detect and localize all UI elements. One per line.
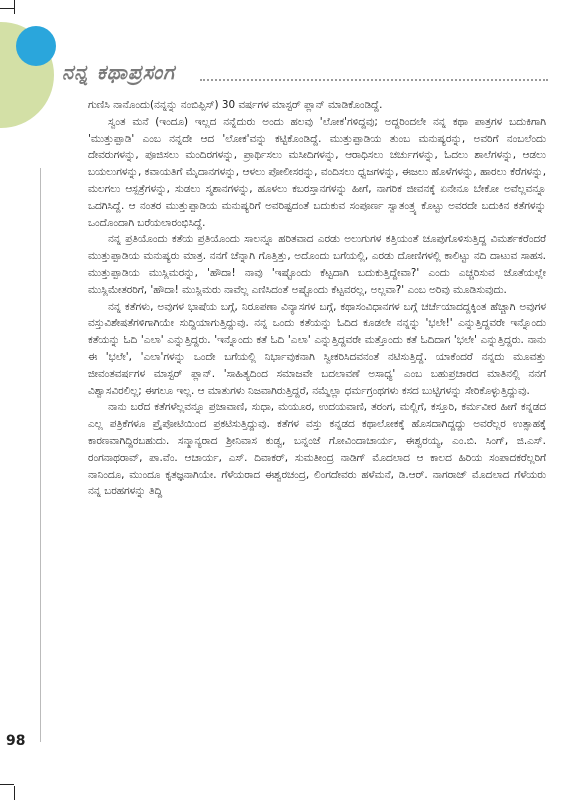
margin-rule [40, 168, 41, 742]
paragraph: ಗುಣಿಸಿ ನಾನೊಂದು(ನನ್ನನ್ನು ನಂಬಿಪ್ಪಿಸ್) 30 ವರ್ಷಗಳ ಮಾಸ್ಟರ್ ಪ್ಲಾನ್ ಮಾಡಿಕೊಂಡಿದ್ದೆ. [88, 99, 383, 111]
paragraph: ನನ್ನ ಪ್ರತಿಯೊಂದು ಕತೆಯ ಪ್ರತಿಯೊಂದು ಸಾಲನ್ನೂ ಹರಿತವಾದ ಎರಡು ಅಲುಗುಗಳ ಕತ್ತಿಯಂತೆ ಚೂಪುಗೊಳಿಸುತ್ತಿದ್ದ ವಿಮರ್ಶಕರೆಂದರೆ ಮುತ್ತುಪ್ಪಾಡಿಯ ಮನುಷ್ಯರು ಮಾತ್ರ. ನನಗೆ ಚೆನ್ನಾಗಿ ಗೊತ್ತಿತ್ತು, ಅದೊಂದು ಬಗೆಯಲ್ಲಿ, ಎರಡು ದೋಣಿಗಳಲ್ಲಿ ಕಾಲಿಟ್ಟು ನದಿ ದಾಟುವ ಸಾಹಸ. ಮುತ್ತುಪ್ಪಾಡಿಯ ಮುಸ್ಲಿಮರನ್ನು, 'ಹೌದಾ! ನಾವು 'ಇಷ್ಟೊಂದು ಕೆಟ್ಟದಾಗಿ ಬದುಕುತ್ತಿದ್ದೇವಾ?' ಎಂದು ಎಚ್ಚರಿಸುವ ಜೊತೆಯಲ್ಲೇ ಮುಸ್ಲಿಮೇತರರಿಗೆ, 'ಹೌದಾ! ಮುಸ್ಲಿಮರು ನಾವೆಲ್ಲ ಎಣಿಸಿದಂತೆ ಅಷ್ಟೊಂದು ಕೆಟ್ಟವರಲ್ಲ, ಅಲ್ಲವಾ?' ಎಂಬ ಅರಿವು ಮೂಡಿಸುವುದು. [88, 233, 546, 296]
paragraph: ಸ್ವಂತ ಮನೆ (ಇಂದೂ) ಇಲ್ಲದ ನನ್ನೆದುರು ಅಂದು ಹಲವು 'ಲೋಕ'ಗಳಿದ್ದವು; ಅದ್ದರಿಂದಲೇ ನನ್ನ ಕಥಾ ಪಾತ್ರಗಳ ಬದುಕಿಗಾಗಿ 'ಮುತ್ತುಪ್ಪಾಡಿ' ಎಂಬ ನನ್ನದೇ ಆದ 'ಲೋಕ'ವನ್ನು ಕಟ್ಟಿಕೊಂಡಿದ್ದೆ. ಮುತ್ತುಪ್ಪಾಡಿಯ ತುಂಬ ಮನುಷ್ಯರನ್ನು, ಅವರಿಗೆ ನಂಬಲೆಂದು ದೇವರುಗಳನ್ನು, ಪೂಜಿಸಲು ಮಂದಿರಗಳನ್ನು, ಪ್ರಾರ್ಥಿಸಲು ಮಸೀದಿಗಳನ್ನು, ಆರಾಧಿಸಲು ಚರ್ಚುಗಳನ್ನು, ಓದಲು ಶಾಲೆಗಳನ್ನು, ಆಡಲು ಬಯಲುಗಳನ್ನು, ಕವಾಯತಿಗೆ ಮೈದಾನಗಳನ್ನು, ಆಳಲು ಪೋಲೀಸರನ್ನು, ವಂದಿಸಲು ಧ್ವಜಗಳನ್ನು, ಈಜಲು ಹೊಳೆಗಳನ್ನು, ಹಾರಲು ಕೆರೆಗಳನ್ನು, ಮಲಗಲು ಆಸ್ಪತ್ರೆಗಳನ್ನು, ಸುಡಲು ಸ್ಮಶಾನಗಳನ್ನು, ಹೂಳಲು ಕಬರಸ್ತಾನಗಳನ್ನು ಹೀಗೆ, ನಾಗರಿಕ ಜೀವನಕ್ಕೆ ಏನೇನೂ ಬೇಕೋ ಅವೆಲ್ಲವನ್ನೂ ಒದಗಿಸಿದ್ದೆ. ಆ ನಂತರ ಮುತ್ತುಪ್ಪಾಡಿಯ ಮನುಷ್ಯರಿಗೆ ಅವರಿಷ್ಟದಂತೆ ಬದುಕುವ ಸಂಪೂರ್ಣ ಸ್ವಾತಂತ್ರ್ಯ ಕೊಟ್ಟು ಅವರದೇ ಬದುಕಿನ ಕತೆಗಳನ್ನು ಒಂದೊಂದಾಗಿ ಬರೆಯಲಾರಂಭಿಸಿದ್ದೆ. [88, 115, 546, 229]
crop-mark [14, 786, 15, 800]
page-number: 98 [6, 733, 26, 749]
decorative-blue-circle [16, 26, 56, 66]
crop-mark [0, 784, 14, 785]
header-dotted-rule [200, 79, 548, 81]
running-header-title: ನನ್ನ ಕಥಾಪ್ರಸಂಗ [62, 60, 175, 84]
crop-mark [14, 0, 15, 14]
crop-mark [0, 8, 14, 9]
body-text [88, 97, 546, 500]
paragraph: ನಾನು ಬರೆದ ಕತೆಗಳೆಲ್ಲವನ್ನೂ ಪ್ರಜಾವಾಣಿ, ಸುಧಾ, ಮಯೂರ, ಉದಯವಾಣಿ, ತರಂಗ, ಮಲ್ಲಿಗೆ, ಕಸ್ತೂರಿ, ಕರ್ಮವೀರ ಹೀಗೆ ಕನ್ನಡದ ಎಲ್ಲ ಪತ್ರಿಕೆಗಳೂ ಪ್ರೈಪೋಟಿಯಿಂದ ಪ್ರಕಟಿಸುತ್ತಿದ್ದುವು. ಕತೆಗಳ ವಸ್ತು ಕನ್ನಡದ ಕಥಾಲೋಕಕ್ಕೆ ಹೊಸದಾಗಿದ್ದದ್ದು ಅವರೆಲ್ಲರ ಉತ್ಸಾಹಕ್ಕೆ ಕಾರಣವಾಗಿದ್ದಿರಬಹುದು. ಸನ್ಮಾನ್ಯರಾದ ಶ್ರೀನಿವಾಸ ಕುಡ್ವ, ಬನ್ನಂಜೆ ಗೋವಿಂದಾಚಾರ್ಯ, ಈಶ್ವರಯ್ಯ, ಎಂ.ಬಿ. ಸಿಂಗ್, ಜಿ.ಎಸ್. ರಂಗನಾಥರಾವ್, ಪಾ.ವೆಂ. ಆಚಾರ್ಯ, ಎಸ್. ದಿವಾಕರ್, ಸುಮತೀಂದ್ರ ನಾಡಿಗ್ ಮೊದಲಾದ ಆ ಕಾಲದ ಹಿರಿಯ ಸಂಪಾದಕರೆಲ್ಲರಿಗೆ ನಾನಿಂದೂ, ಮುಂದೂ ಕೃತಜ್ಞನಾಗಿಯೇ. ಗೆಳೆಯರಾದ ಈಶ್ವರಚಂದ್ರ, ಲಿಂಗದೇವರು ಹಳೆಮನೆ, ಡಿ.ಆರ್. ನಾಗರಾಜ್ ಮೊದಲಾದ ಗೆಳೆಯರು ನನ್ನ ಬರಹಗಳನ್ನು ತಿದ್ದಿ [88, 401, 546, 498]
paragraph: ನನ್ನ ಕತೆಗಳು, ಅವುಗಳ ಭಾಷೆಯ ಬಗ್ಗೆ, ನಿರೂಪಣಾ ವಿನ್ಯಾಸಗಳ ಬಗ್ಗೆ, ಕಥಾಸಂವಿಧಾನಗಳ ಬಗ್ಗೆ ಚರ್ಚೆಯಾದದ್ದಕ್ಕಿಂತ ಹೆಚ್ಚಾಗಿ ಅವುಗಳ ವಸ್ತುವಿಶೇಷತೆಗಳಿಗಾಗಿಯೇ ಸುದ್ದಿಯಾಗುತ್ತಿದ್ದುವು. ನನ್ನ ಒಂದು ಕತೆಯನ್ನು ಓದಿದ ಕೂಡಲೇ ನನ್ನನ್ನು 'ಭಲೇ!' ಎನ್ನುತ್ತಿದ್ದವರೇ ಇನ್ನೊಂದು ಕತೆಯನ್ನು ಓದಿ 'ಎಲಾ' ಎನ್ನುತ್ತಿದ್ದರು. 'ಇನ್ನೊಂದು ಕತೆ ಓದಿ 'ಎಲಾ' ಎನ್ನುತ್ತಿದ್ದವರೇ ಮತ್ತೊಂದು ಕತೆ ಓದಿದಾಗ 'ಭಲೇ' ಎನ್ನುತ್ತಿದ್ದರು. ನಾನು ಈ 'ಭಲೇ', 'ಎಲಾ'ಗಳನ್ನು ಒಂದೇ ಬಗೆಯಲ್ಲಿ ನಿರ್ಭಾವುಕನಾಗಿ ಸ್ವೀಕರಿಸಿದವನಂತೆ ನಟಿಸುತ್ತಿದ್ದೆ. ಯಾಕೆಂದರೆ ನನ್ನದು ಮೂವತ್ತು ಜೀವಂತವರ್ಷಗಳ ಮಾಸ್ಟರ್ ಪ್ಲಾನ್. 'ಸಾಹಿತ್ಯದಿಂದ ಸಮಾಜವೇ ಬದಲಾವಣೆ ಅಸಾಧ್ಯ' ಎಂಬ ಬಹುಪ್ರಚಾರದ ಮಾತಿನಲ್ಲಿ ನನಗೆ ವಿಶ್ವಾಸವಿರಲಿಲ್ಲ; ಈಗಲೂ ಇಲ್ಲ. ಆ ಮಾತುಗಳು ನಿಜವಾಗಿರುತ್ತಿದ್ದರೆ, ನಮ್ಮೆಲ್ಲಾ ಧರ್ಮಗ್ರಂಥಗಳು ಕಸದ ಬುಟ್ಟಿಗಳನ್ನು ಸೇರಿಕೊಳ್ಳುತ್ತಿದ್ದುವು. [88, 300, 546, 397]
